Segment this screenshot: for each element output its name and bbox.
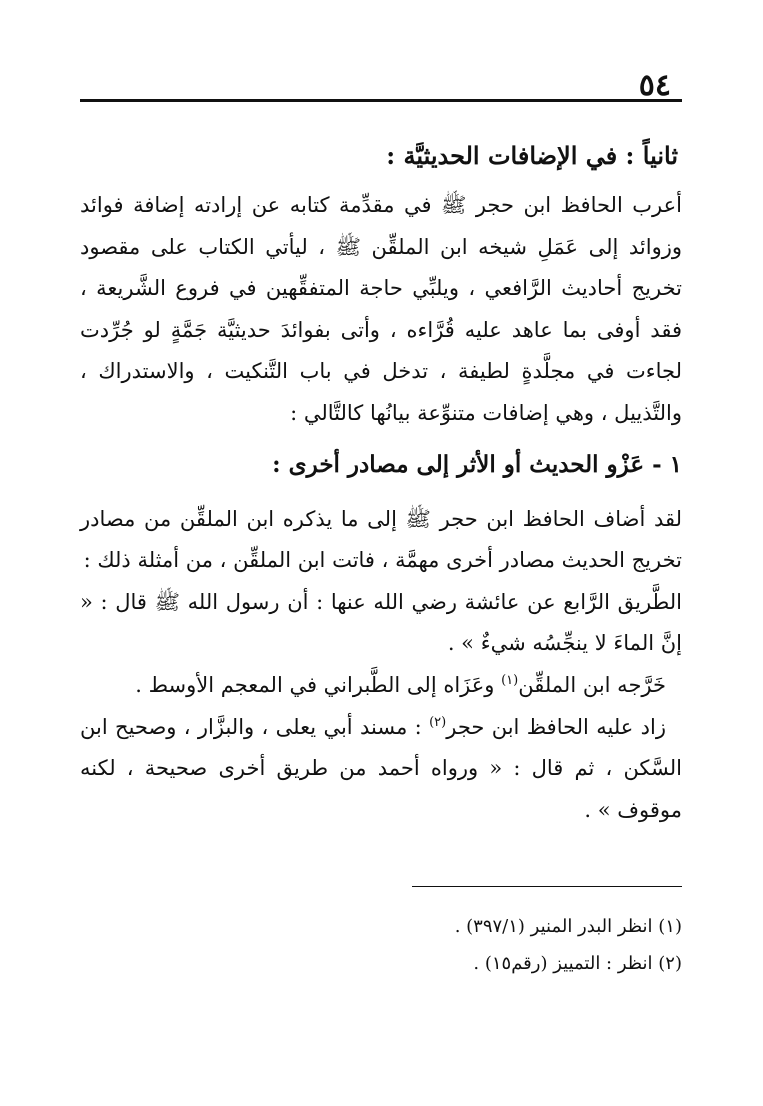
footnote-ref-2[interactable]: (٢) [429,714,447,730]
footnote-1: (١) انظر البدر المنير (٣٩٧/١) . [454,916,682,937]
paragraph-addition [80,707,682,832]
paragraph-hadith: الطَّريق الرَّابع عن عائشة رضي الله عنها : أن رسول الله ﷺ قال : « إنَّ الماءَ لا ينجِّسُه شيءٌ » . [80,589,682,656]
paragraph-addition-text: زاد عليه الحافظ ابن حجر [446,714,666,739]
paragraph-sources: لقد أضاف الحافظ ابن حجر ﷺ إلى ما يذكره ابن الملقِّن من مصادر تخريج الحديث مصادر أخرى مهمَّة ، فاتت ابن الملقِّن ، من أمثلة ذلك : [80,506,682,573]
section-heading: ثانياً : في الإضافات الحديثيَّة : [386,141,678,170]
main-content [80,135,682,831]
footnote-rule [412,886,682,887]
header-rule [80,99,682,102]
paragraph-takhrij-rest: وعَزَاه إلى الطَّبراني في المعجم الأوسط . [135,672,502,697]
paragraph-addition-rest: : مسند أبي يعلى ، والبزَّار ، وصحيح ابن السَّكن ، ثم قال : « ورواه أحمد من طريق أخرى صحيحة ، لكنه موقوف » . [80,714,682,822]
paragraph-takhrij-text: خَرَّجه ابن الملقِّن [518,672,666,697]
page-number: ٥٤ [638,68,671,103]
footnote-2: (٢) انظر : التمييز (رقم١٥) . [473,953,682,974]
paragraph-takhrij [80,665,682,707]
footnotes [80,908,682,982]
intro-paragraph: أعرب الحافظ ابن حجر ﷺ في مقدِّمة كتابه عن إرادته إضافة فوائد وزوائد إلى عَمَلِ شيخه ابن الملقِّن ﷺ ، ليأتي الكتاب على مقصود تخريج أحاديث الرَّافعي ، ويلبِّي حاجة المتفقِّهين في فروع الشَّريعة ، فقد أوفى بما عاهد عليه قُرَّاءه ، وأتى بفوائدَ حديثيَّة جَمَّةٍ لو جُرِّدت لجاءت في مجلَّدةٍ لطيفة ، تدخل في باب التَّنكيت ، والاستدراك ، والتَّذييل ، وهي إضافات متنوِّعة بيانُها كالتَّالي : [80,193,682,425]
footnote-ref-1[interactable]: (١) [501,672,519,688]
subsection-heading: ١ - عَزْو الحديث أو الأثر إلى مصادر أخرى : [272,450,682,478]
